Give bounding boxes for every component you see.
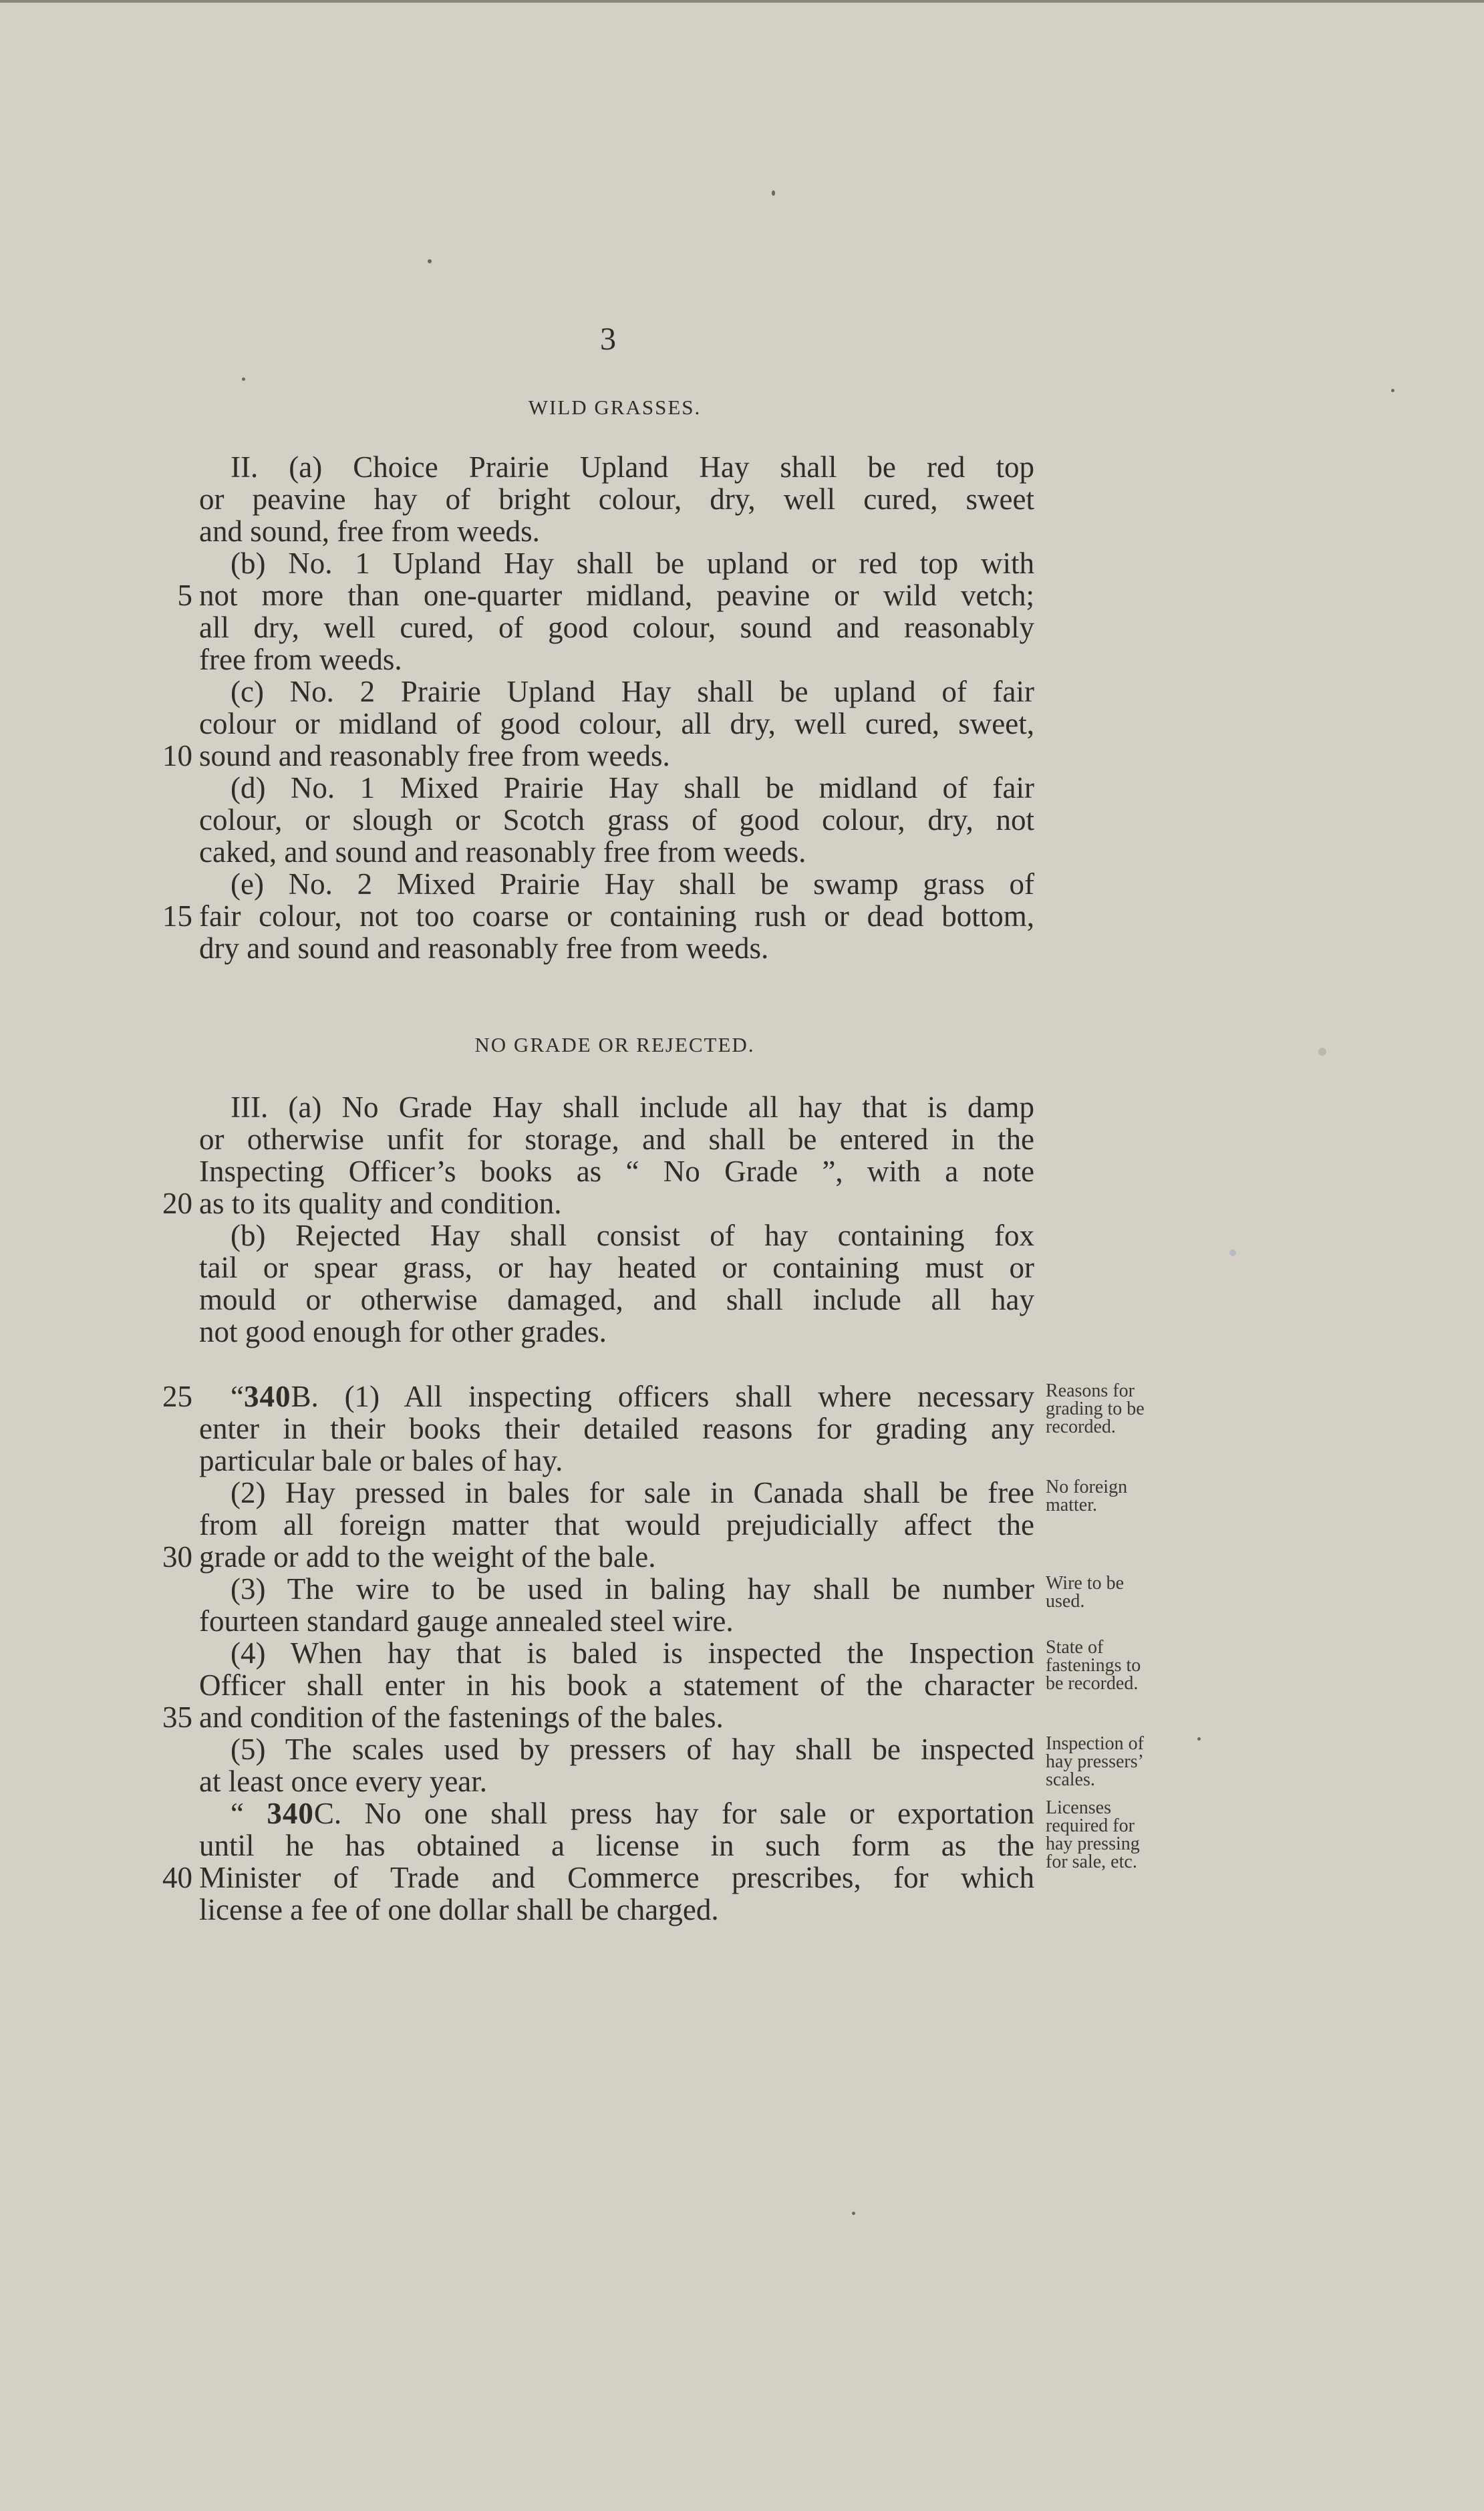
text-line: Officer shall enter in his book a statement of the character bbox=[199, 1668, 1034, 1702]
text-line: fair colour, not too coarse or containing rush or dead bottom, bbox=[199, 899, 1034, 933]
paper-speck bbox=[772, 190, 775, 196]
text-line: (3) The wire to be used in baling hay shall be number bbox=[231, 1572, 1034, 1606]
text-line: (5) The scales used by pressers of hay shall be inspected bbox=[231, 1733, 1034, 1766]
text-line: (d) No. 1 Mixed Prairie Hay shall be midland of fair bbox=[231, 771, 1034, 804]
text-line: II. (a) Choice Prairie Upland Hay shall be red top bbox=[231, 450, 1034, 484]
text-line: and condition of the fastenings of the bales. bbox=[199, 1701, 724, 1734]
section-number: 340 bbox=[243, 1380, 291, 1413]
side-note-scales: Inspection of hay pressers’ scales. bbox=[1046, 1733, 1144, 1790]
text-line: license a fee of one dollar shall be charged. bbox=[199, 1893, 719, 1926]
text-line: Minister of Trade and Commerce prescribes, for which bbox=[199, 1861, 1034, 1894]
paper-speck bbox=[1391, 389, 1394, 392]
paper-speck bbox=[1318, 1048, 1326, 1056]
text-line: (2) Hay pressed in bales for sale in Canada shall be free bbox=[231, 1476, 1034, 1509]
side-note-reasons: Reasons for grading to be recorded. bbox=[1046, 1380, 1145, 1437]
text-line: all dry, well cured, of good colour, sound and reasonably bbox=[199, 611, 1034, 644]
text-line: fourteen standard gauge annealed steel wire. bbox=[199, 1604, 734, 1638]
text-line: “ 340C. No one shall press hay for sale or exportation bbox=[231, 1797, 1034, 1830]
side-note-wire: Wire to be used. bbox=[1046, 1573, 1125, 1612]
text-line: (e) No. 2 Mixed Prairie Hay shall be swamp grass of bbox=[231, 867, 1034, 901]
side-note-fastenings: State of fastenings to be recorded. bbox=[1046, 1637, 1141, 1694]
line-number: 15 bbox=[162, 899, 192, 933]
text-line: colour, or slough or Scotch grass of good colour, dry, not bbox=[199, 803, 1034, 837]
text-line: grade or add to the weight of the bale. bbox=[199, 1540, 656, 1574]
text-line: or peavine hay of bright colour, dry, well cured, sweet bbox=[199, 482, 1034, 516]
heading-wild-grasses: WILD GRASSES. bbox=[528, 396, 702, 419]
paper-speck bbox=[1229, 1249, 1236, 1256]
line-number: 20 bbox=[162, 1187, 192, 1220]
text-line: (b) No. 1 Upland Hay shall be upland or red top with bbox=[231, 547, 1034, 580]
line-number: 40 bbox=[162, 1861, 192, 1894]
text-line: not good enough for other grades. bbox=[199, 1315, 607, 1348]
text-line: until he has obtained a license in such form as the bbox=[199, 1829, 1034, 1862]
text-line: dry and sound and reasonably free from weeds. bbox=[199, 931, 769, 965]
line-number: 10 bbox=[162, 739, 192, 772]
line-number: 35 bbox=[162, 1701, 192, 1734]
side-note-foreign-matter: No foreign matter. bbox=[1046, 1477, 1128, 1515]
text-line: (c) No. 2 Prairie Upland Hay shall be upland of fair bbox=[231, 675, 1034, 708]
text-line: and sound, free from weeds. bbox=[199, 514, 540, 548]
paper-speck bbox=[242, 378, 245, 381]
side-note-licenses: Licenses required for hay pressing for sale, etc. bbox=[1046, 1797, 1140, 1872]
text-line: or otherwise unfit for storage, and shall be entered in the bbox=[199, 1123, 1034, 1156]
text-line: (b) Rejected Hay shall consist of hay containing fox bbox=[231, 1219, 1034, 1252]
text-line: at least once every year. bbox=[199, 1765, 488, 1798]
text-line: sound and reasonably free from weeds. bbox=[199, 739, 670, 772]
text-line: free from weeds. bbox=[199, 643, 402, 676]
text-line: tail or spear grass, or hay heated or containing must or bbox=[199, 1251, 1034, 1284]
paper-speck bbox=[428, 259, 432, 263]
text-line: from all foreign matter that would prejudicially affect the bbox=[199, 1508, 1034, 1541]
heading-no-grade-or-rejected: NO GRADE OR REJECTED. bbox=[474, 1033, 755, 1056]
text-line: as to its quality and condition. bbox=[199, 1187, 562, 1220]
paper-speck bbox=[1197, 1737, 1201, 1741]
text-line: Inspecting Officer’s books as “ No Grade ”, with a note bbox=[199, 1155, 1034, 1188]
paper-speck bbox=[852, 2212, 855, 2215]
top-edge-rule bbox=[0, 0, 1484, 3]
text-line: (4) When hay that is baled is inspected the Inspection bbox=[231, 1636, 1034, 1670]
text-line: III. (a) No Grade Hay shall include all hay that is damp bbox=[231, 1090, 1034, 1124]
text-line: colour or midland of good colour, all dry, well cured, sweet, bbox=[199, 707, 1034, 740]
page-number: 3 bbox=[600, 321, 616, 357]
text-line: particular bale or bales of hay. bbox=[199, 1444, 563, 1477]
line-number: 30 bbox=[162, 1540, 192, 1574]
text-line: mould or otherwise damaged, and shall include all hay bbox=[199, 1283, 1034, 1316]
line-number: 5 bbox=[177, 579, 192, 612]
text-line: “340B. (1) All inspecting officers shall where necessary bbox=[231, 1380, 1034, 1413]
text-line: not more than one-quarter midland, peavine or wild vetch; bbox=[199, 579, 1034, 612]
text-line: caked, and sound and reasonably free from weeds. bbox=[199, 835, 806, 869]
text-line: enter in their books their detailed reasons for grading any bbox=[199, 1412, 1034, 1445]
line-number: 25 bbox=[162, 1380, 192, 1413]
section-number: 340 bbox=[267, 1797, 314, 1830]
